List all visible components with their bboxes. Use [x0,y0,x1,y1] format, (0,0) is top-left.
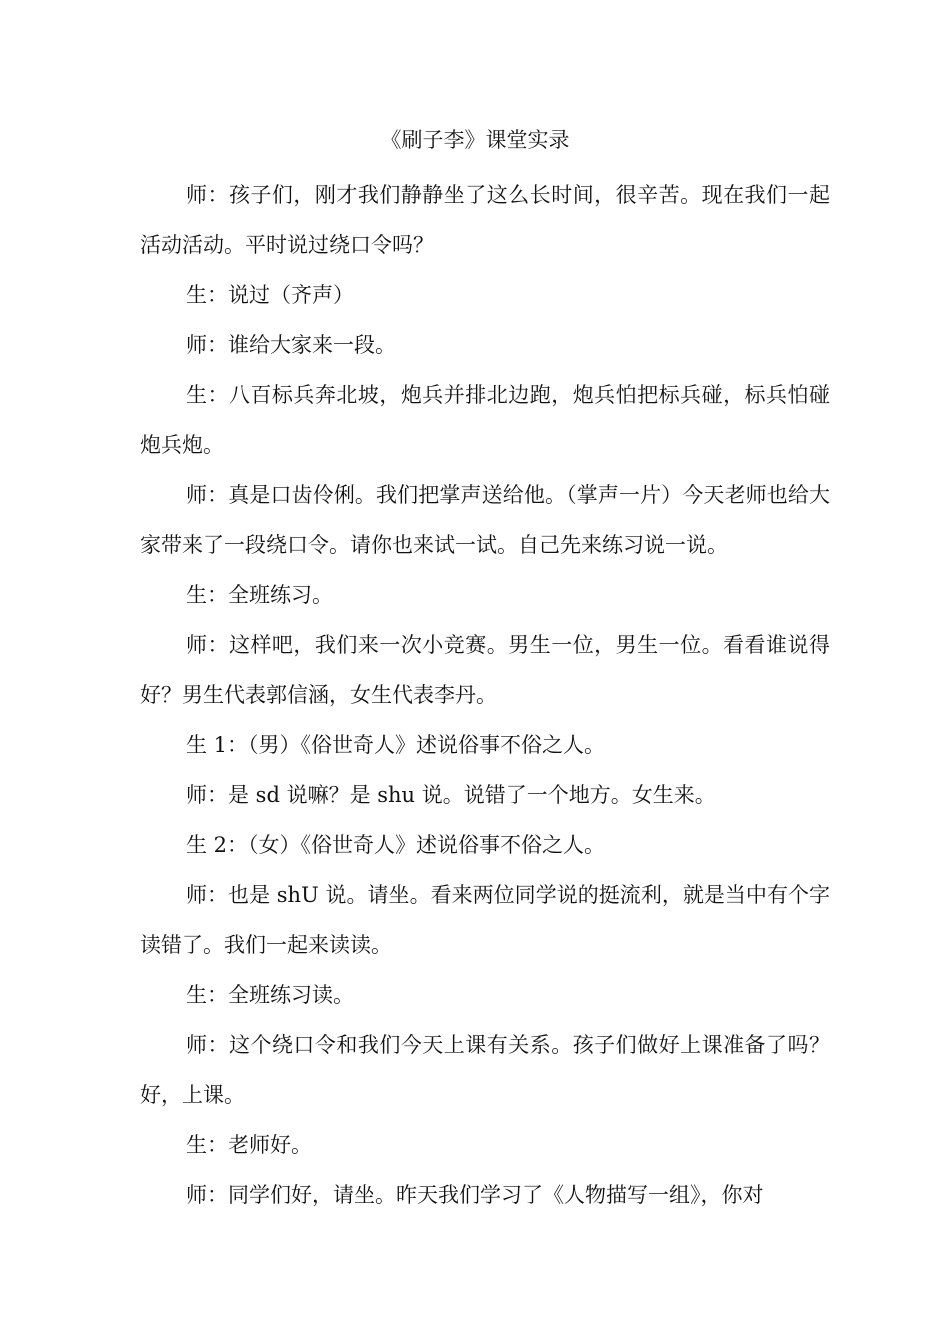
paragraph-15: 师：同学们好，请坐。昨天我们学习了《人物描写一组》，你对 [186,1183,764,1207]
paragraph-1: 师：孩子们，刚才我们静静坐了这么长时间，很辛苦。现在我们一起活动活动。平时说过绕口令吗？ [140,183,830,257]
paragraph-2: 生：说过（齐声） [186,283,354,307]
paragraph-3: 师：谁给大家来一段。 [186,333,396,357]
paragraph-11: 师：也是 shU 说。请坐。看来两位同学说的挺流利，就是当中有个字读错了。我们一起来读读。 [140,883,830,957]
paragraph-6: 生：全班练习。 [186,583,333,607]
paragraph-7: 师：这样吧，我们来一次小竞赛。男生一位，男生一位。看看谁说得好？男生代表郭信涵，女生代表李丹。 [140,633,830,707]
paragraph-10: 生 2：（女）《俗世奇人》述说俗事不俗之人。 [186,833,606,857]
paragraph-8: 生 1：（男）《俗世奇人》述说俗事不俗之人。 [186,733,606,757]
paragraph-14: 生：老师好。 [186,1133,312,1157]
document-title: 《刷子李》课堂实录 [380,128,570,152]
paragraph-4: 生：八百标兵奔北坡，炮兵并排北边跑，炮兵怕把标兵碰，标兵怕碰炮兵炮。 [140,383,830,457]
paragraph-12: 生：全班练习读。 [186,983,354,1007]
document-body [140,170,830,1220]
paragraph-9: 师：是 sd 说嘛？是 shu 说。说错了一个地方。女生来。 [186,783,716,807]
paragraph-13: 师：这个绕口令和我们今天上课有关系。孩子们做好上课准备了吗？好，上课。 [140,1033,830,1107]
paragraph-5: 师：真是口齿伶俐。我们把掌声送给他。（掌声一片）今天老师也给大家带来了一段绕口令。请你也来试一试。自己先来练习说一说。 [140,483,830,557]
